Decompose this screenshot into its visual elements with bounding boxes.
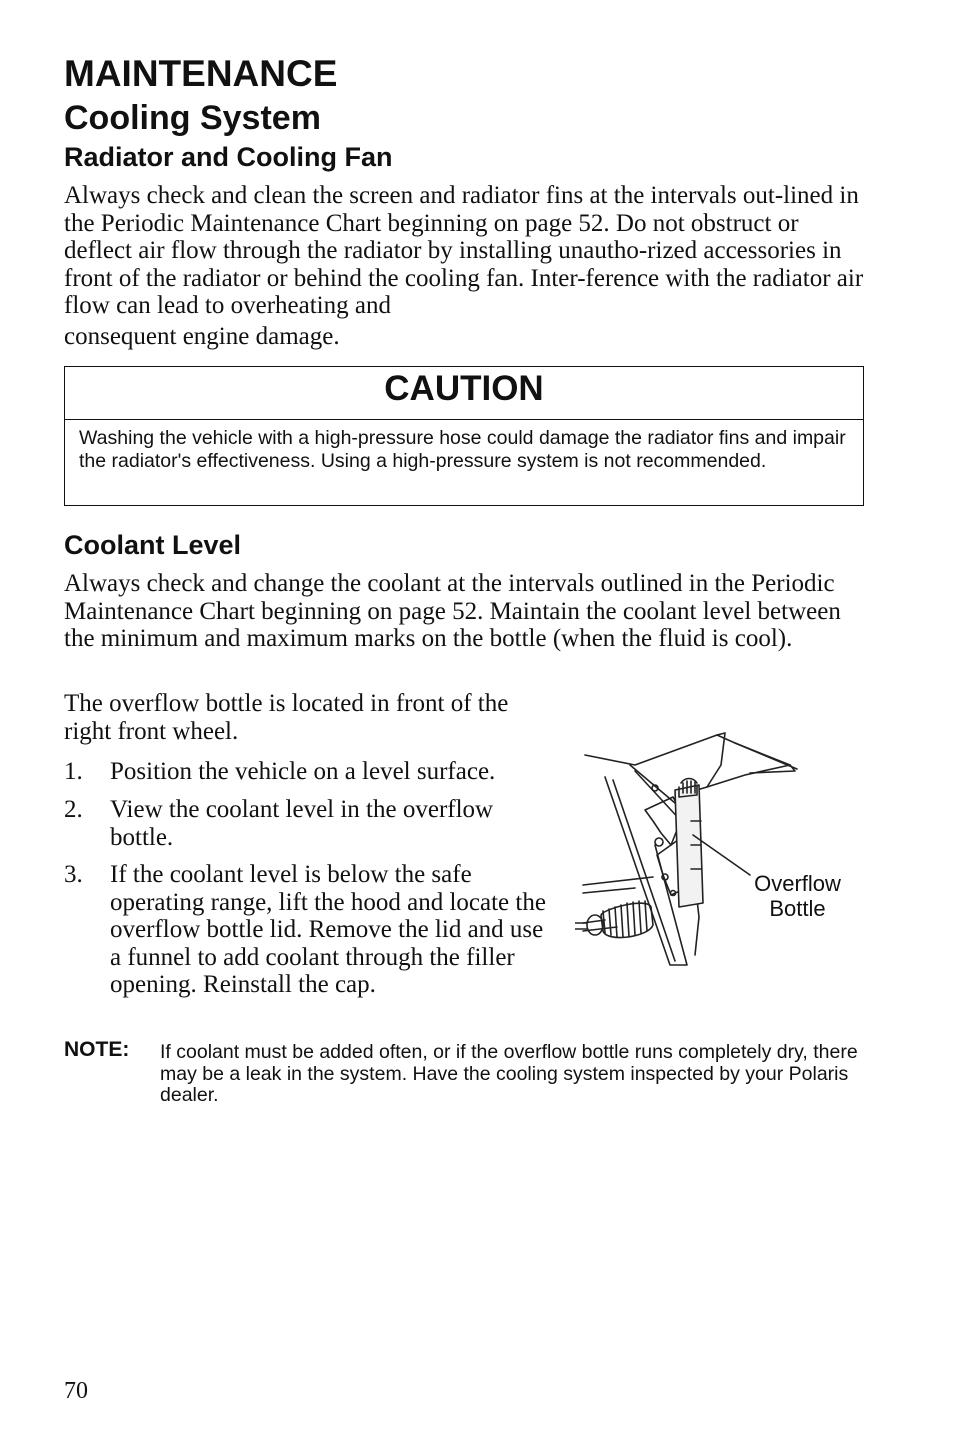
overflow-bottle-illustration	[575, 725, 865, 975]
caution-text: Washing the vehicle with a high-pressure hose could damage the radiator fins and impair the radiator's effectiveness. Using a high-pressure system is not recommended.	[79, 427, 846, 472]
page-title: MAINTENANCE	[64, 53, 338, 94]
figure-label	[740, 871, 855, 921]
step-text: Position the vehicle on a level surface.	[110, 758, 496, 785]
section-heading: Cooling System	[64, 99, 321, 137]
radiator-paragraph-last: consequent engine damage.	[64, 322, 340, 350]
step-number: 2.	[64, 796, 83, 823]
subsection-heading-coolant: Coolant Level	[64, 530, 242, 560]
radiator-paragraph-main: Always check and clean the screen and radiator fins at the intervals out-lined in the Periodic Maintenance Chart beginning on page 52. Do not obstruct or deflect air flow through the radiator by installing unautho-rized accessories in front of the radiator or behind the cooling fan. Inter-ference with the radiator air flow can lead to overheating and	[64, 182, 864, 320]
subsection-heading-radiator: Radiator and Cooling Fan	[64, 142, 393, 172]
note-label: NOTE:	[64, 1038, 130, 1061]
overflow-location-paragraph: The overflow bottle is located in front of the right front wheel.	[64, 690, 509, 745]
coolant-paragraph: Always check and change the coolant at the intervals outlined in the Periodic Maintenance Chart beginning on page 52. Maintain the coolant level between the minimum and maximum marks on the bottle (when the fluid is cool).	[64, 570, 841, 653]
caution-title: CAUTION	[65, 367, 863, 420]
figure-label-line2: Bottle	[769, 896, 826, 921]
step-text: View the coolant level in the overflow bottle.	[110, 796, 494, 851]
figure-label-line1: Overflow	[754, 871, 841, 896]
note-text: If coolant must be added often, or if the overflow bottle runs completely dry, there may be a leak in the system. Have the cooling system inspected by your Polaris dealer.	[160, 1041, 858, 1106]
caution-box	[64, 366, 864, 506]
radiator-paragraph	[64, 182, 864, 351]
step-number: 1.	[64, 758, 83, 785]
page-number: 70	[64, 1378, 88, 1404]
step-text: If the coolant level is below the safe operating range, lift the hood and locate the overflow bottle lid. Remove the lid and use a funnel to add coolant through the filler opening. Reinstall the cap.	[110, 861, 546, 999]
step-number: 3.	[64, 861, 83, 888]
